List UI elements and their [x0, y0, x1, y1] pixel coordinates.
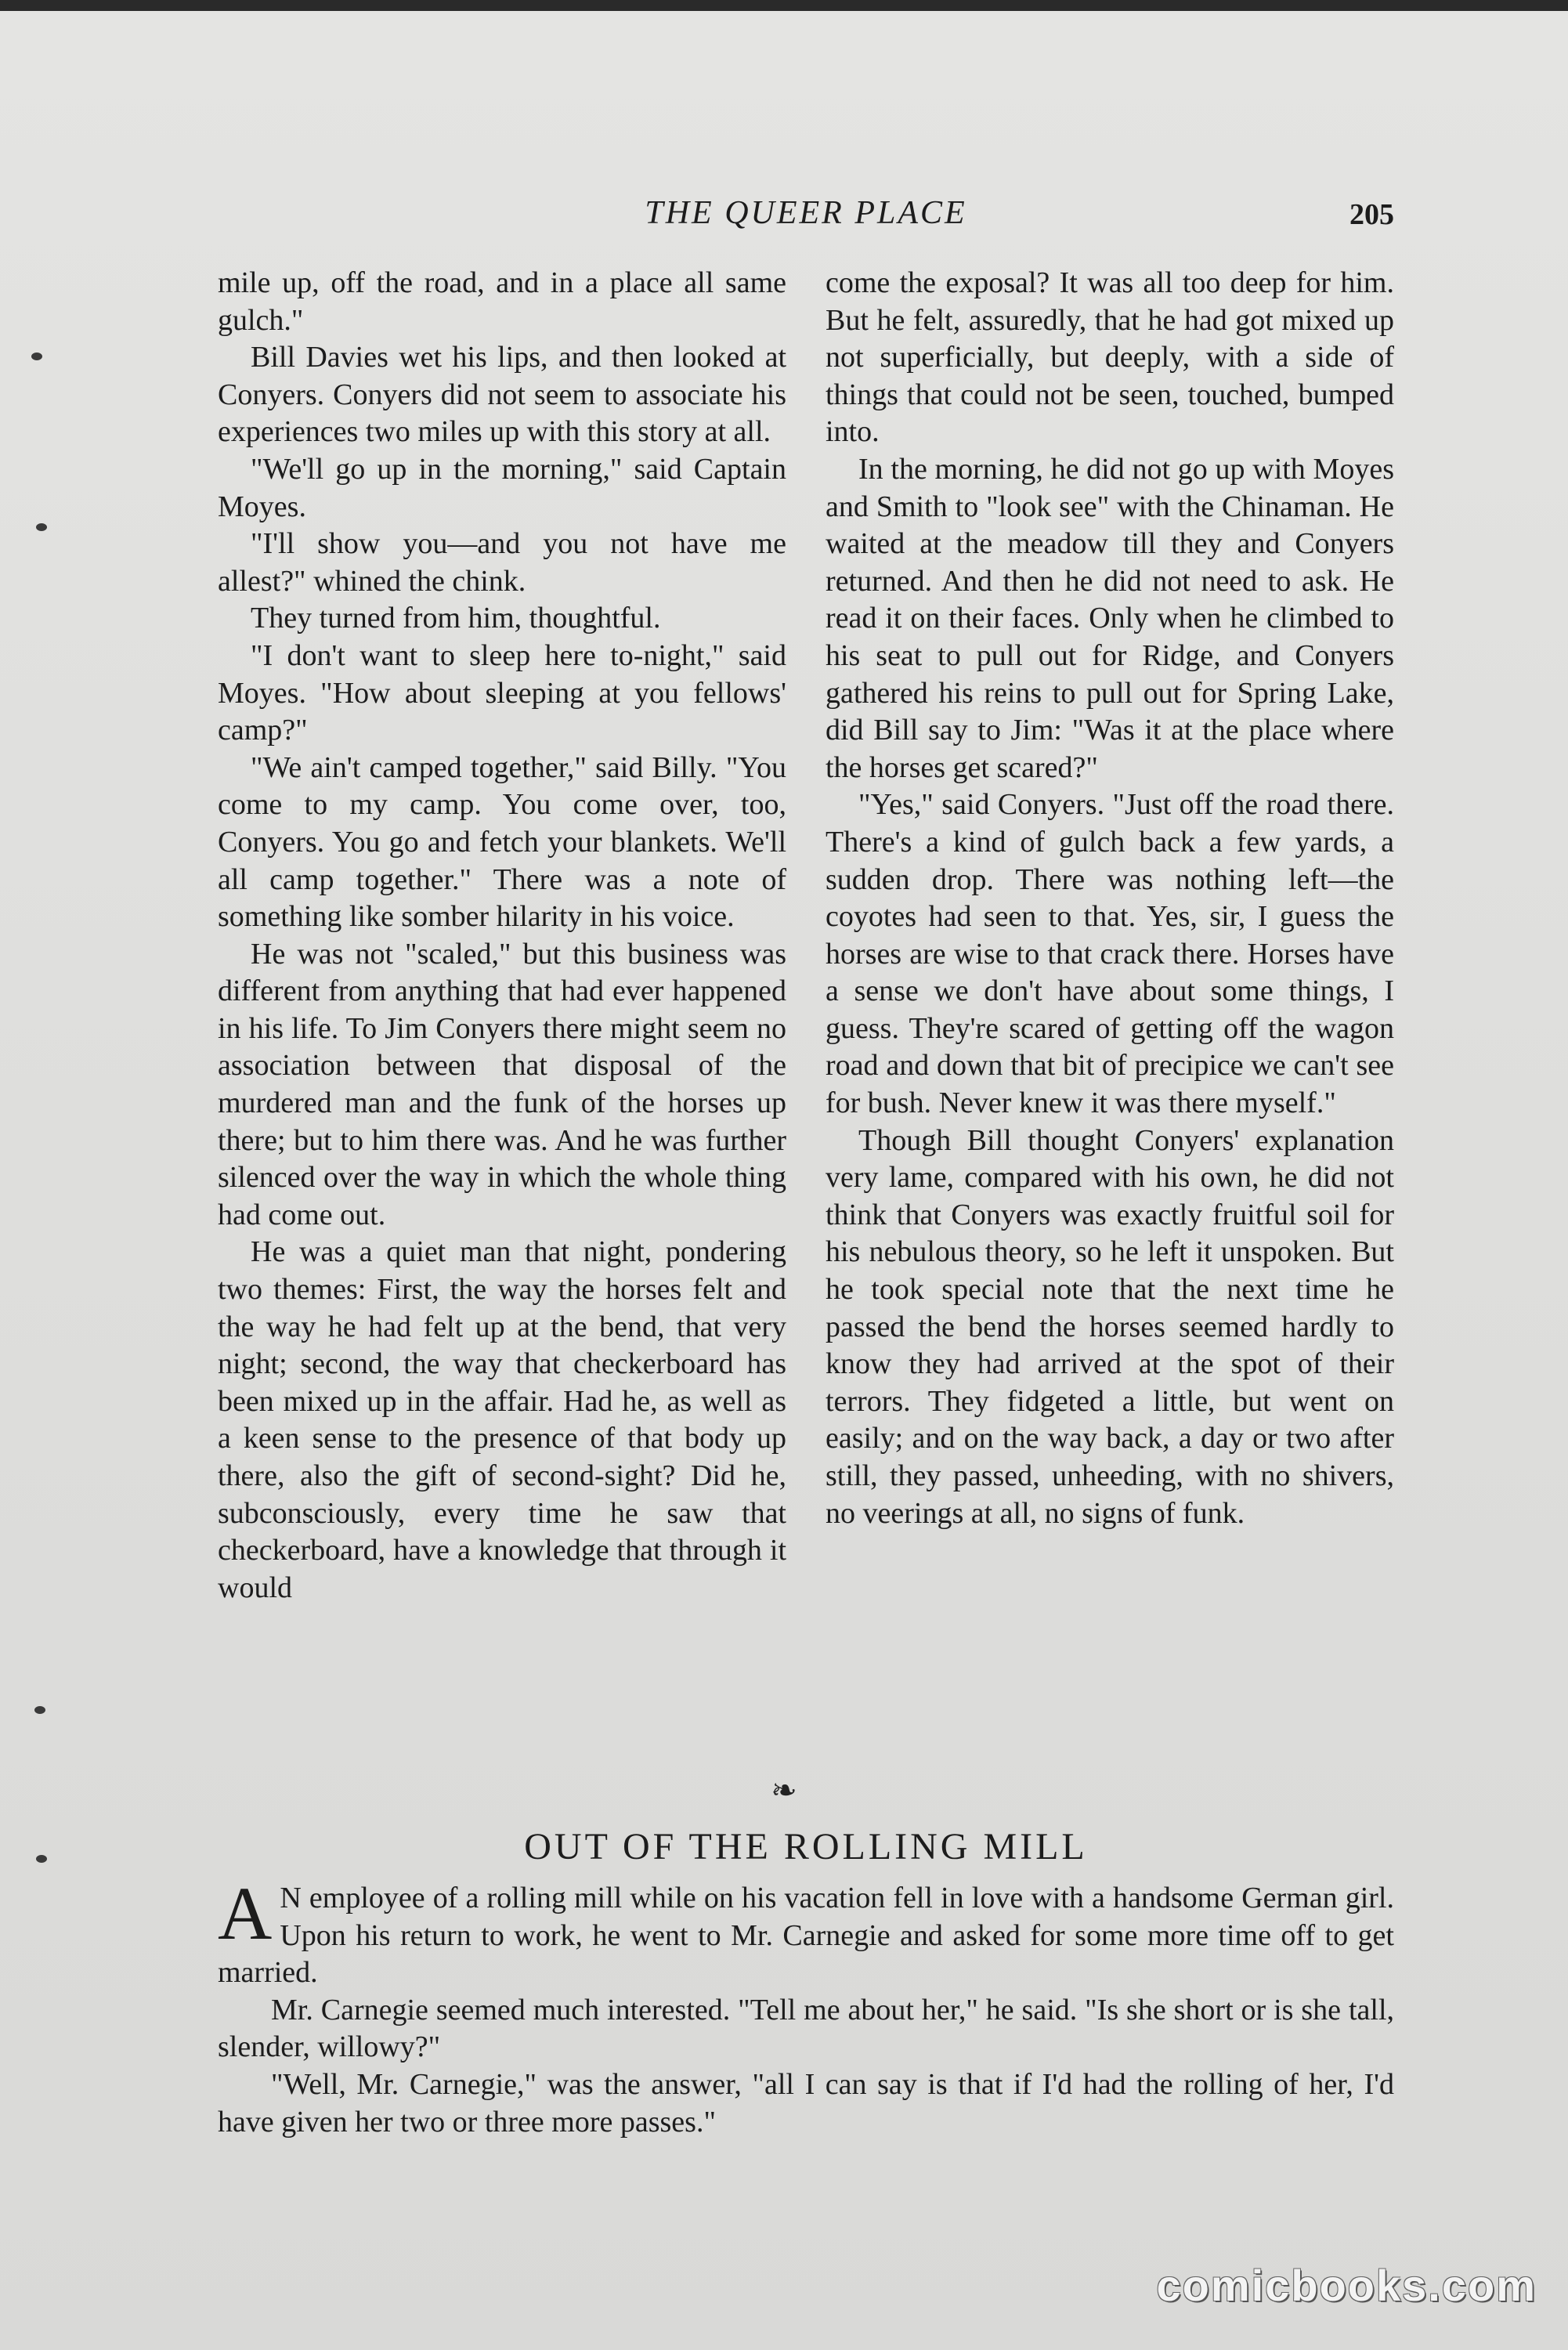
story-paragraph: come the exposal? It was all too deep for him. But he felt, assuredly, that he had got mixed up not superficially, but deeply, with a side of things that could not be seen, touched, bumped into.	[826, 266, 1394, 449]
story-paragraph: He was a quiet man that night, pondering two themes: First, the way the horses felt and the way he had felt up at the bend, that very night; second, the way that checkerboard has been mixed up in the affair. Had he, as well as a keen sense to the presence of that body up there, also the gift of second-sight? Did he, subconsciously, every time he saw that checkerboard, have a knowledge that through it would	[218, 1235, 786, 1604]
article-paragraph	[218, 1871, 1394, 1992]
top-edge-rule	[0, 0, 1568, 11]
article-paragraph: Mr. Carnegie seemed much interested. "Tell me about her," he said. "Is she short or is she tall, slender, willowy?"	[218, 1993, 1394, 2064]
binding-hole	[36, 1855, 47, 1863]
story-paragraph: Bill Davies wet his lips, and then looked at Conyers. Conyers did not seem to associate his experiences two miles up with this story at all.	[218, 341, 786, 449]
article-paragraph-text: N employee of a rolling mill while on his vacation fell in love with a handsome German girl. Upon his return to work, he went to Mr. Carnegie and asked for some more time off to get married.	[218, 1882, 1394, 1990]
article-body	[218, 1871, 1394, 2141]
binding-hole	[31, 352, 42, 360]
story-paragraph: "We'll go up in the morning," said Captain Moyes.	[218, 452, 786, 523]
story-paragraph: He was not "scaled," but this business was different from anything that had ever happened in his life. To Jim Conyers there might seem no association between that disposal of the murdered man and the funk of the horses up there; but to him there was. And he was further silenced over the way in which the whole thing had come out.	[218, 937, 786, 1231]
right-column	[826, 265, 1394, 1769]
article-title: OUT OF THE ROLLING MILL	[524, 1826, 1088, 1867]
story-columns	[218, 265, 1394, 1769]
story-paragraph: "We ain't camped together," said Billy. "You come to my camp. You come over, too, Conyers. You go and fetch your blankets. We'll all camp together." There was a note of something like somber hilarity in his voice.	[218, 750, 786, 934]
running-title: THE QUEER PLACE	[645, 195, 967, 231]
left-column	[218, 265, 786, 1769]
story-paragraph: "I don't want to sleep here to-night," said Moyes. "How about sleeping at you fellows' camp?"	[218, 638, 786, 747]
running-head	[218, 194, 1394, 241]
section-ornament: ❧	[771, 1773, 797, 1808]
story-paragraph: They turned from him, thoughtful.	[251, 602, 661, 635]
watermark-logo: comicbooks.com	[1156, 2261, 1537, 2310]
binding-hole	[36, 523, 47, 531]
page-number: 205	[1349, 198, 1394, 231]
story-paragraph: "Yes," said Conyers. "Just off the road there. There's a kind of gulch back a few yards, a sudden drop. There was nothing left—the coyotes had seen to that. Yes, sir, I guess the horses are wise to that crack there. Horses have a sense we don't have about some things, I guess. They're scared of getting off the wagon road and down that bit of precipice we can't see for bush. Never knew it was there myself."	[826, 788, 1394, 1120]
article-paragraph: "Well, Mr. Carnegie," was the answer, "all I can say is that if I'd had the rolling of her, I'd have given her two or three more passes."	[218, 2067, 1394, 2138]
binding-hole	[34, 1706, 45, 1714]
story-paragraph: Though Bill thought Conyers' explanation very lame, compared with his own, he did not think that Conyers was exactly fruitful soil for his nebulous theory, so he left it unspoken. But he took special note that the next time he passed the bend the horses seemed hardly to know they had arrived at the spot of their terrors. They fidgeted a little, but went on easily; and on the way back, a day or two after still, they passed, unheeding, with no shivers, no veerings at all, no signs of funk.	[826, 1123, 1394, 1530]
story-paragraph: In the morning, he did not go up with Moyes and Smith to "look see" with the Chinaman. He waited at the meadow till they and Conyers returned. And then he did not need to ask. He read it on their faces. Only when he climbed to his seat to pull out for Ridge, and Conyers gathered his reins to pull out for Spring Lake, did Bill say to Jim: "Was it at the place where the horses get scared?"	[826, 452, 1394, 784]
story-paragraph: "I'll show you—and you not have me allest?" whined the chink.	[218, 527, 786, 598]
story-paragraph: mile up, off the road, and in a place all same gulch."	[218, 266, 786, 337]
drop-cap: A	[218, 1871, 273, 1955]
